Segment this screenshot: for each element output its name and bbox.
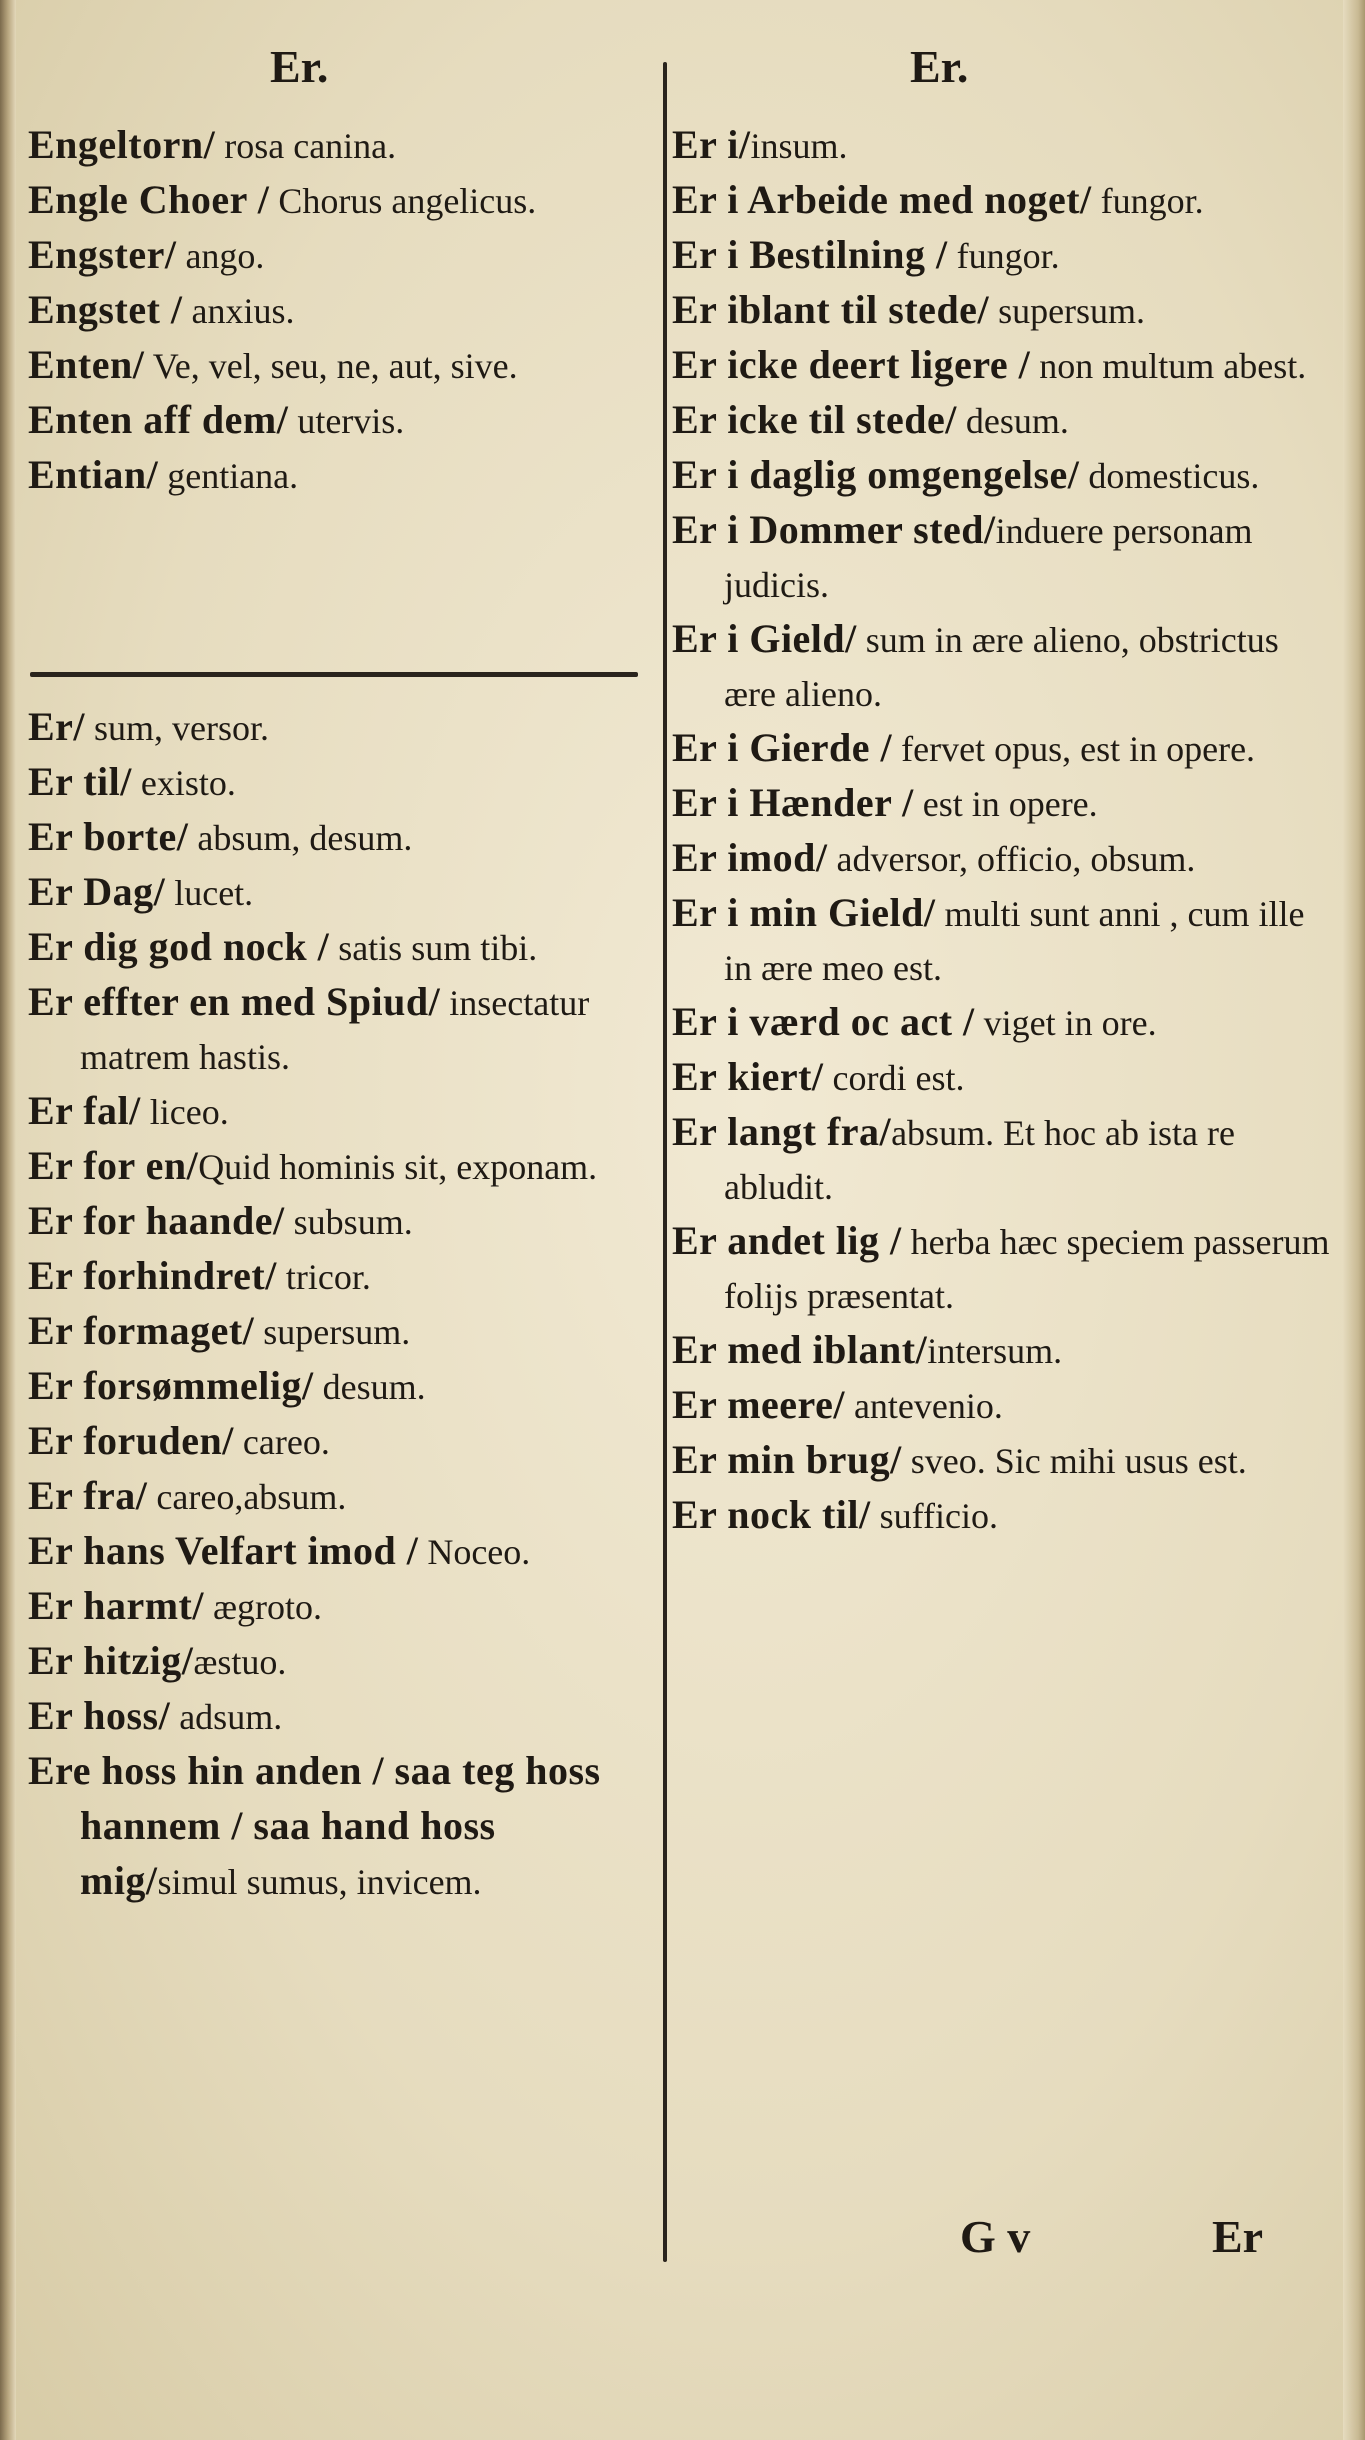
left-column-bottom bbox=[28, 700, 648, 1909]
entry-gloss: sum in ære alieno, obstrictus ære alieno. bbox=[724, 620, 1279, 714]
entry-headword: Er hitzig/ bbox=[28, 1638, 194, 1683]
entry-gloss: desum. bbox=[313, 1367, 426, 1407]
entry-gloss: liceo. bbox=[140, 1092, 229, 1132]
dictionary-entry bbox=[28, 1194, 648, 1249]
dictionary-entry bbox=[672, 393, 1332, 448]
entry-headword: Er fal/ bbox=[28, 1088, 141, 1133]
entry-gloss: fungor. bbox=[947, 236, 1060, 276]
entry-gloss: herba hæc speciem passerum folijs præsentat. bbox=[724, 1222, 1330, 1316]
entry-headword: Engeltorn/ bbox=[28, 122, 216, 167]
dictionary-entry bbox=[672, 1433, 1332, 1488]
entry-gloss: utervis. bbox=[288, 401, 405, 441]
dictionary-entry bbox=[28, 1414, 648, 1469]
dictionary-entry bbox=[672, 776, 1332, 831]
dictionary-entry bbox=[28, 393, 648, 448]
entry-gloss: adversor, officio, obsum. bbox=[827, 839, 1196, 879]
entry-headword: Er andet lig / bbox=[672, 1218, 902, 1263]
entry-gloss: absum, desum. bbox=[188, 818, 413, 858]
entry-headword: Er imod/ bbox=[672, 835, 828, 880]
entry-gloss: ægroto. bbox=[203, 1587, 322, 1627]
entry-gloss: fervet opus, est in opere. bbox=[892, 729, 1256, 769]
running-head-left: Er. bbox=[270, 41, 329, 92]
entry-gloss: æstuo. bbox=[193, 1642, 287, 1682]
entry-headword: Ere hoss hin anden / saa teg hoss hannem / saa hand hoss mig/ bbox=[28, 1748, 601, 1903]
dictionary-entry bbox=[28, 1524, 648, 1579]
entry-gloss: viget in ore. bbox=[974, 1003, 1157, 1043]
dictionary-entry bbox=[672, 1488, 1332, 1543]
dictionary-entry bbox=[672, 612, 1332, 721]
entry-headword: Engle Choer / bbox=[28, 177, 270, 222]
entry-gloss: cordi est. bbox=[823, 1058, 965, 1098]
entry-headword: Er i Dommer sted/ bbox=[672, 507, 996, 552]
entry-headword: Enten/ bbox=[28, 342, 145, 387]
dictionary-entry bbox=[672, 886, 1332, 995]
catchword: Er bbox=[1212, 2211, 1264, 2262]
entry-gloss: anxius. bbox=[182, 291, 295, 331]
entry-gloss: sum, versor. bbox=[85, 708, 270, 748]
entry-headword: Er foruden/ bbox=[28, 1418, 234, 1463]
dictionary-entry bbox=[672, 503, 1332, 612]
entry-gloss: Quid hominis sit, exponam. bbox=[198, 1147, 598, 1187]
dictionary-entry bbox=[28, 1139, 648, 1194]
entry-headword: Er for haande/ bbox=[28, 1198, 285, 1243]
entry-gloss: induere personam judicis. bbox=[724, 511, 1253, 605]
entry-gloss: lucet. bbox=[165, 873, 254, 913]
entry-gloss: careo. bbox=[233, 1422, 330, 1462]
entry-gloss: intersum. bbox=[927, 1331, 1063, 1371]
entry-headword: Er med iblant/ bbox=[672, 1327, 928, 1372]
page-right-edge bbox=[1343, 0, 1365, 2440]
dictionary-entry bbox=[28, 1249, 648, 1304]
entry-gloss: Noceo. bbox=[418, 1532, 531, 1572]
entry-gloss: sveo. Sic mihi usus est. bbox=[901, 1441, 1247, 1481]
entry-headword: Er kiert/ bbox=[672, 1054, 824, 1099]
entry-headword: Er/ bbox=[28, 704, 86, 749]
dictionary-entry bbox=[28, 865, 648, 920]
dictionary-entry bbox=[28, 1359, 648, 1414]
dictionary-entry bbox=[28, 1579, 648, 1634]
entry-headword: Er forsømmelig/ bbox=[28, 1363, 314, 1408]
dictionary-entry bbox=[672, 1323, 1332, 1378]
entry-headword: Er hoss/ bbox=[28, 1693, 171, 1738]
dictionary-entry bbox=[28, 1744, 648, 1909]
entry-gloss: satis sum tibi. bbox=[329, 928, 538, 968]
dictionary-entry bbox=[28, 755, 648, 810]
entry-headword: Entian/ bbox=[28, 452, 159, 497]
dictionary-entry bbox=[672, 338, 1332, 393]
entry-gloss: multi sunt anni , cum ille in ære meo est. bbox=[724, 894, 1305, 988]
entry-gloss: sufficio. bbox=[870, 1496, 998, 1536]
signature-mark: G v bbox=[960, 2211, 1031, 2262]
entry-headword: Er fra/ bbox=[28, 1473, 148, 1518]
entry-headword: Er meere/ bbox=[672, 1382, 845, 1427]
entry-headword: Er langt fra/ bbox=[672, 1109, 892, 1154]
entry-headword: Er forhindret/ bbox=[28, 1253, 277, 1298]
dictionary-entry bbox=[28, 920, 648, 975]
dictionary-entry bbox=[672, 721, 1332, 776]
entry-headword: Er i Arbeide med noget/ bbox=[672, 177, 1092, 222]
entry-gloss: careo,absum. bbox=[147, 1477, 347, 1517]
entry-gloss: Chorus angelicus. bbox=[269, 181, 537, 221]
dictionary-entry bbox=[28, 1304, 648, 1359]
dictionary-entry bbox=[672, 448, 1332, 503]
entry-headword: Enten aff dem/ bbox=[28, 397, 289, 442]
dictionary-entry bbox=[28, 700, 648, 755]
dictionary-entry bbox=[672, 995, 1332, 1050]
entry-headword: Er iblant til stede/ bbox=[672, 287, 990, 332]
entry-headword: Er nock til/ bbox=[672, 1492, 871, 1537]
entry-headword: Er i/ bbox=[672, 122, 751, 167]
dictionary-entry bbox=[672, 831, 1332, 886]
entry-headword: Er Dag/ bbox=[28, 869, 166, 914]
entry-gloss: fungor. bbox=[1091, 181, 1204, 221]
entry-gloss: simul sumus, invicem. bbox=[157, 1862, 482, 1902]
entry-headword: Er borte/ bbox=[28, 814, 189, 859]
entry-headword: Er i Hænder / bbox=[672, 780, 914, 825]
entry-gloss: existo. bbox=[131, 763, 236, 803]
entry-gloss: supersum. bbox=[254, 1312, 411, 1352]
entry-headword: Er i Bestilning / bbox=[672, 232, 948, 277]
entry-gloss: supersum. bbox=[989, 291, 1146, 331]
entry-headword: Er i Gierde / bbox=[672, 725, 893, 770]
dictionary-entry bbox=[28, 810, 648, 865]
entry-gloss: ango. bbox=[176, 236, 265, 276]
entry-headword: Engster/ bbox=[28, 232, 177, 277]
dictionary-entry bbox=[672, 1214, 1332, 1323]
entry-gloss: rosa canina. bbox=[215, 126, 397, 166]
entry-headword: Er icke deert ligere / bbox=[672, 342, 1031, 387]
page-left-edge bbox=[0, 0, 16, 2440]
entry-gloss: gentiana. bbox=[158, 456, 299, 496]
dictionary-entry bbox=[28, 283, 648, 338]
dictionary-entry bbox=[672, 1050, 1332, 1105]
entry-headword: Er hans Velfart imod / bbox=[28, 1528, 419, 1573]
dictionary-entry bbox=[28, 228, 648, 283]
dictionary-entry bbox=[28, 338, 648, 393]
right-column bbox=[672, 118, 1332, 1543]
entry-gloss: Ve, vel, seu, ne, aut, sive. bbox=[144, 346, 518, 386]
entry-headword: Er i daglig omgengelse/ bbox=[672, 452, 1080, 497]
entry-gloss: est in opere. bbox=[913, 784, 1098, 824]
entry-headword: Er for en/ bbox=[28, 1143, 199, 1188]
entry-headword: Er icke til stede/ bbox=[672, 397, 957, 442]
entry-gloss: non multum abest. bbox=[1030, 346, 1307, 386]
entry-gloss: adsum. bbox=[170, 1697, 283, 1737]
dictionary-entry bbox=[28, 975, 648, 1084]
dictionary-entry bbox=[28, 1084, 648, 1139]
dictionary-entry bbox=[28, 173, 648, 228]
dictionary-entry bbox=[28, 118, 648, 173]
entry-gloss: desum. bbox=[956, 401, 1069, 441]
dictionary-entry bbox=[672, 228, 1332, 283]
entry-headword: Er dig god nock / bbox=[28, 924, 330, 969]
entry-headword: Er i værd oc act / bbox=[672, 999, 975, 1044]
entry-headword: Er min brug/ bbox=[672, 1437, 902, 1482]
running-head-right: Er. bbox=[910, 41, 969, 92]
dictionary-entry bbox=[28, 1689, 648, 1744]
entry-headword: Engstet / bbox=[28, 287, 183, 332]
entry-gloss: domesticus. bbox=[1079, 456, 1260, 496]
entry-headword: Er til/ bbox=[28, 759, 132, 804]
column-divider bbox=[663, 62, 667, 2262]
entry-gloss: subsum. bbox=[284, 1202, 413, 1242]
dictionary-entry bbox=[672, 1378, 1332, 1433]
entry-headword: Er i Gield/ bbox=[672, 616, 857, 661]
section-divider bbox=[30, 672, 638, 677]
left-column-top bbox=[28, 118, 648, 503]
dictionary-entry bbox=[28, 448, 648, 503]
entry-gloss: antevenio. bbox=[844, 1386, 1003, 1426]
entry-headword: Er formaget/ bbox=[28, 1308, 255, 1353]
dictionary-entry bbox=[672, 173, 1332, 228]
dictionary-entry bbox=[672, 118, 1332, 173]
dictionary-entry bbox=[672, 1105, 1332, 1214]
entry-gloss: insectatur matrem hastis. bbox=[80, 983, 590, 1077]
dictionary-entry bbox=[28, 1634, 648, 1689]
dictionary-entry bbox=[28, 1469, 648, 1524]
dictionary-entry bbox=[672, 283, 1332, 338]
entry-gloss: tricor. bbox=[276, 1257, 371, 1297]
entry-headword: Er harmt/ bbox=[28, 1583, 204, 1628]
entry-gloss: insum. bbox=[750, 126, 848, 166]
entry-headword: Er i min Gield/ bbox=[672, 890, 936, 935]
entry-headword: Er effter en med Spiud/ bbox=[28, 979, 441, 1024]
entry-gloss: absum. Et hoc ab ista re abludit. bbox=[724, 1113, 1235, 1207]
